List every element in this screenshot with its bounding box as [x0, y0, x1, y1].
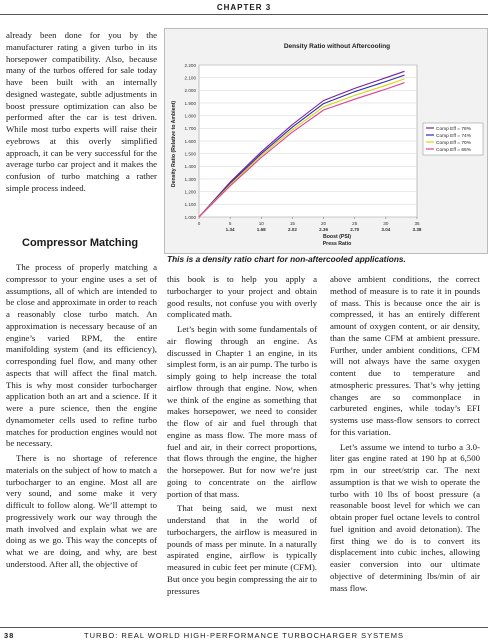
column-1-bottom — [6, 262, 157, 574]
book-title: TURBO: REAL WORLD HIGH-PERFORMANCE TURBOCHARGER SYSTEMS — [83, 631, 405, 640]
legend-entry: Comp Eff = 66% — [436, 147, 471, 153]
paragraph: That being said, we must next understand that in the world of turbochargers, the airflow is measured in pounds of mass per minute. In a naturally aspirated engine, airflow is typically measured in cubic feet per minute (CFM). But once you begin compressing the air to pressures — [167, 503, 317, 596]
x-tick-label-2: 2.36 — [319, 227, 329, 232]
paragraph: above ambient conditions, the correct method of measure is to rate it in pounds of mass. This is because once the air is compressed, it has an entirely different amount of oxygen content, or air density, than the same CFM at ambient pressure. Further, under ambient conditions, CFM will not always have the same oxygen content due to temperature and atmospheric pressures. That’s why jetting changes are so commonplace in carbureted engines, while today’s EFI systems use mass-flow sensors to correct for this variation. — [330, 274, 480, 437]
density-chart — [164, 28, 488, 254]
chart-svg — [165, 29, 487, 253]
x-axis-label-2: Press Ratio — [322, 241, 352, 247]
chart-title: Density Ratio without Aftercooling — [283, 43, 391, 50]
section-heading: Compressor Matching — [22, 237, 139, 249]
y-tick-label: 1.800 — [184, 113, 196, 119]
paragraph: Let’s assume we intend to turbo a 3.0-liter gas engine rated at 190 hp at 6,500 rpm in our street/strip car. The next assumption is that we wish to operate the turbo with 10 lbs of boost pressure (a reasonable boost level for which we can obtain proper fuel octane levels to control fuel ignition and avoid detonation). The first thing we do is to convert its displacement into cubic inches, allowing easier conversion into our ultimate objective of determining lbs/min of air mass flow. — [330, 441, 480, 593]
page-number: 38 — [4, 631, 15, 640]
x-tick-label: 15 — [289, 221, 295, 226]
x-tick-label-2: 2.70 — [350, 227, 360, 232]
column-2 — [167, 274, 317, 600]
x-tick-label: 5 — [228, 221, 232, 226]
x-tick-label-2: 1.34 — [225, 227, 235, 232]
x-tick-label-2: 3.04 — [381, 227, 391, 232]
y-axis-label: Density Ratio (Relative to Ambient) — [171, 100, 177, 188]
x-tick-label-2: 2.02 — [287, 227, 297, 232]
paragraph: already been done for you by the manufacturer rating a given turbo in its horsepower compatibility. Also, because many of the turbos offered for sale today have been built with an internally designed wastegate, subtle adjustments in boost pressure optimization can also be performed after the car is test driven. While most turbo experts will raise their eyebrows at this overly simplified approach, it can be very successful for the average turbo car project and it makes the confusion of turbo matching a rather simple process indeed. — [6, 30, 157, 193]
x-tick-label: 35 — [414, 221, 420, 226]
legend-entry: Comp Eff = 70% — [436, 140, 471, 146]
paragraph: this book is to help you apply a turbocharger to your project and obtain good results, not confuse you with overly complicated math. — [167, 274, 317, 320]
y-tick-label: 1.000 — [184, 214, 196, 220]
legend-entry: Comp Eff = 74% — [436, 133, 471, 139]
figure-caption: This is a density ratio chart for non-aftercooled applications. — [167, 254, 406, 264]
y-tick-label: 2.100 — [184, 75, 196, 81]
x-tick-label: 25 — [352, 221, 358, 226]
y-tick-label: 2.200 — [184, 62, 196, 68]
y-tick-label: 1.100 — [184, 202, 196, 208]
x-tick-label: 30 — [383, 221, 389, 226]
x-tick-label-2: 3.38 — [412, 227, 422, 232]
paragraph: Let’s begin with some fundamentals of air flowing through an engine. As discussed in Chapter 1 an engine, in its simplest form, is an air pump. The turbo is simply going to help increase the total airflow through that engine. Now, when we think of the engine as something that makes horsepower, we need to consider the flow of air and fuel through that engine as mass flow. The more mass of fuel and air, in their correct proportions, that flows through the engine, the higher the horsepower. But for now we’re just going to concentrate on the airflow portion of that mass. — [167, 324, 317, 499]
x-axis-label: Boost (PSI) — [323, 234, 351, 240]
x-tick-label-2: 1.68 — [256, 227, 266, 232]
y-tick-label: 1.700 — [184, 126, 196, 132]
y-tick-label: 2.000 — [184, 88, 196, 94]
x-tick-label: 10 — [258, 221, 264, 226]
footer-rule — [0, 627, 488, 628]
paragraph: There is no shortage of reference materials on the subject of how to match a turbocharger to an engine. Most all are very sound, and some make it very difficult to follow along. We’ll attempt to progressively work our way through the math involved and explain what we are doing as we go. This way the concepts of what we are doing, and why, are best understood. After all, the objective of — [6, 453, 157, 569]
y-tick-label: 1.300 — [184, 176, 196, 182]
y-tick-label: 1.600 — [184, 138, 196, 144]
legend-entry: Comp Eff = 78% — [436, 126, 471, 132]
x-tick-label: 20 — [321, 221, 327, 226]
y-tick-label: 1.900 — [184, 100, 196, 106]
paragraph: The process of properly matching a compressor to your engine uses a set of assumptions, all of which are intended to be close and approximate in order to reach a reasonably close turbo match. An approximation is necessary because of an engine’s varied RPM, the entire manifolding system (and its efficiency), corresponding fuel flow, and many other aspects that will affect the final match. This is why most consider turbocharger application both an art and a science. If it were a pure science, then the engine dynamometer cells used to refine turbo matches for production engines would not be necessary. — [6, 262, 157, 449]
x-tick-label: 0 — [197, 221, 201, 226]
y-tick-label: 1.500 — [184, 151, 196, 157]
y-tick-label: 1.400 — [184, 164, 196, 170]
plot-area — [185, 63, 484, 232]
header-rule — [0, 14, 488, 15]
column-3 — [330, 274, 480, 597]
y-tick-label: 1.200 — [184, 189, 196, 195]
chapter-header: CHAPTER 3 — [216, 3, 272, 12]
column-1-top — [6, 30, 157, 198]
